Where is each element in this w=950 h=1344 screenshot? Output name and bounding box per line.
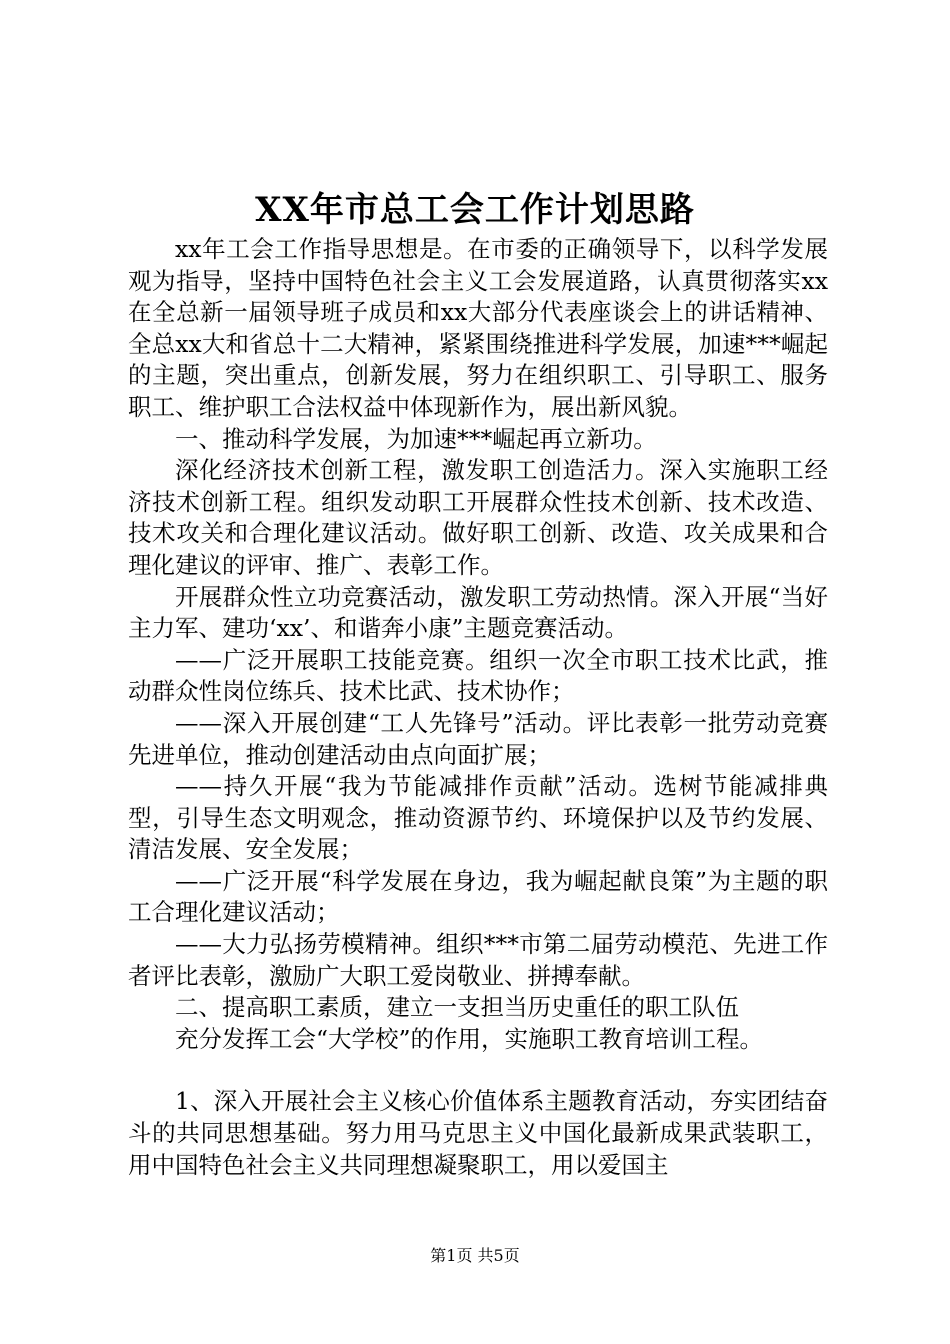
list-item: ——持久开展“我为节能减排作贡献”活动。选树节能减排典型，引导生态文明观念，推动资源节约、环境保护以及节约发展、清洁发展、安全发展； xyxy=(128,772,828,864)
document-title: XX年市总工会工作计划思路 xyxy=(255,190,695,230)
list-item: ——大力弘扬劳模精神。组织***市第二届劳动模范、先进工作者评比表彰，激励广大职工爱岗敬业、拼搏奉献。 xyxy=(128,930,828,990)
document-body xyxy=(128,234,828,1181)
paragraph: xx年工会工作指导思想是。在市委的正确领导下，以科学发展观为指导，坚持中国特色社会主义工会发展道路，认真贯彻落实xx在全总新一届领导班子成员和xx大部分代表座谈会上的讲话精神、全总xx大和省总十二大精神，紧紧围绕推进科学发展，加速***崛起的主题，突出重点，创新发展，努力在组织职工、引导职工、服务职工、维护职工合法权益中体现新作为，展出新风貌。 xyxy=(128,235,828,421)
paragraph: 1、深入开展社会主义核心价值体系主题教育活动，夯实团结奋斗的共同思想基础。努力用马克思主义中国化最新成果武装职工，用中国特色社会主义共同理想凝聚职工，用以爱国主 xyxy=(128,1087,828,1179)
list-item: ——深入开展创建“工人先锋号”活动。评比表彰一批劳动竞赛先进单位，推动创建活动由点向面扩展； xyxy=(128,708,828,769)
list-item: ——广泛开展“科学发展在身边，我为崛起献良策”为主题的职工合理化建议活动； xyxy=(128,866,828,927)
paragraph: 充分发挥工会“大学校”的作用，实施职工教育培训工程。 xyxy=(175,1024,764,1053)
section-heading: 一、推动科学发展，为加速***崛起再立新功。 xyxy=(175,424,657,453)
page-number: 第1页 共5页 xyxy=(430,1246,520,1265)
paragraph: 深化经济技术创新工程，激发职工创造活力。深入实施职工经济技术创新工程。组织发动职工开展群众性技术创新、技术改造、技术攻关和合理化建议活动。做好职工创新、改造、攻关成果和合理化建议的评审、推广、表彰工作。 xyxy=(128,456,828,579)
section-heading: 二、提高职工素质，建立一支担当历史重任的职工队伍 xyxy=(175,993,739,1022)
paragraph: 开展群众性立功竞赛活动，激发职工劳动热情。深入开展“当好主力军、建功‘xx’、和谐奔小康”主题竞赛活动。 xyxy=(128,582,828,643)
list-item: ——广泛开展职工技能竞赛。组织一次全市职工技术比武，推动群众性岗位练兵、技术比武、技术协作； xyxy=(128,645,828,706)
